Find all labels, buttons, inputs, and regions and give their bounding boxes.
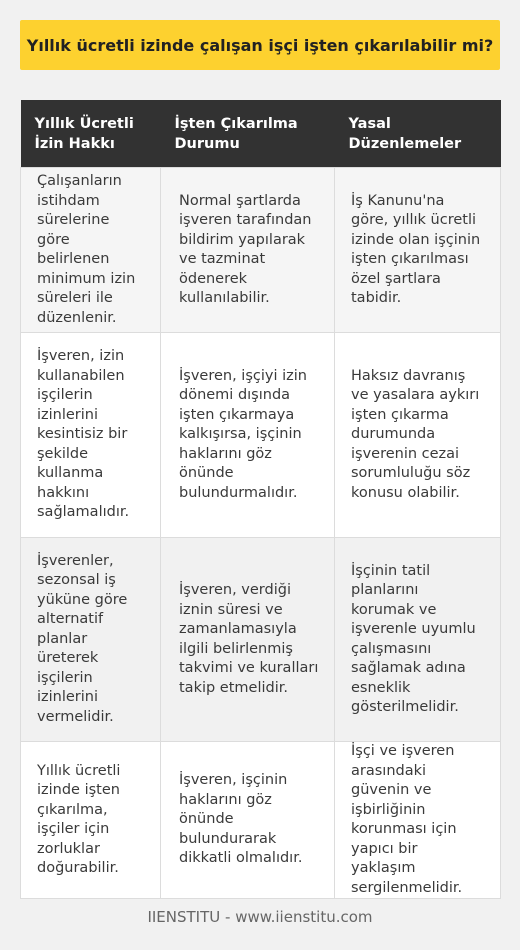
table-row — [21, 333, 501, 538]
table-cell: İşveren, izin kullanabilen işçilerin izinlerini kesintisiz bir şekilde kullanma hakkını sağlamalıdır. — [21, 333, 161, 538]
table-row — [21, 538, 501, 742]
table-cell: Haksız davranış ve yasalara aykırı işten çıkarma durumunda işverenin cezai sorumluluğu söz konusu olabilir. — [335, 333, 501, 538]
table-header-row — [21, 100, 501, 168]
table-cell: İş Kanunu'na göre, yıllık ücretli izinde olan işçinin işten çıkarılması özel şartlara tabidir. — [335, 168, 501, 333]
table-cell: İşveren, işçiyi izin dönemi dışında işten çıkarmaya kalkışırsa, işçinin haklarını göz önünde bulundurmalıdır. — [161, 333, 335, 538]
column-header-dismissal-status: İşten Çıkarılma Durumu — [161, 100, 335, 168]
table-row — [21, 742, 501, 899]
table-cell: Çalışanların istihdam sürelerine göre belirlenen minimum izin süreleri ile düzenlenir. — [21, 168, 161, 333]
column-header-legal-regulations: Yasal Düzenlemeler — [335, 100, 501, 168]
table-cell: İşverenler, sezonsal iş yüküne göre alternatif planlar üreterek işçilerin izinlerini vermelidir. — [21, 538, 161, 742]
table-cell: İşveren, işçinin haklarını göz önünde bulundurarak dikkatli olmalıdır. — [161, 742, 335, 899]
table-cell: İşçinin tatil planlarını korumak ve işverenle uyumlu çalışmasını sağlamak adına esneklik gösterilmelidir. — [335, 538, 501, 742]
column-header-annual-leave: Yıllık Ücretli İzin Hakkı — [21, 100, 161, 168]
table-cell: Normal şartlarda işveren tarafından bildirim yapılarak ve tazminat ödenerek kullanılabilir. — [161, 168, 335, 333]
page-title: Yıllık ücretli izinde çalışan işçi işten çıkarılabilir mi? — [20, 20, 500, 70]
table-cell: İşveren, verdiği iznin süresi ve zamanlamasıyla ilgili belirlenmiş takvimi ve kuralları takip etmelidir. — [161, 538, 335, 742]
table-row — [21, 168, 501, 333]
table-cell: Yıllık ücretli izinde işten çıkarılma, işçiler için zorluklar doğurabilir. — [21, 742, 161, 899]
info-table — [20, 100, 501, 899]
table-cell: İşçi ve işveren arasındaki güvenin ve işbirliğinin korunması için yapıcı bir yaklaşım sergilenmelidir. — [335, 742, 501, 899]
footer-credit: IIENSTITU - www.iienstitu.com — [147, 908, 373, 926]
